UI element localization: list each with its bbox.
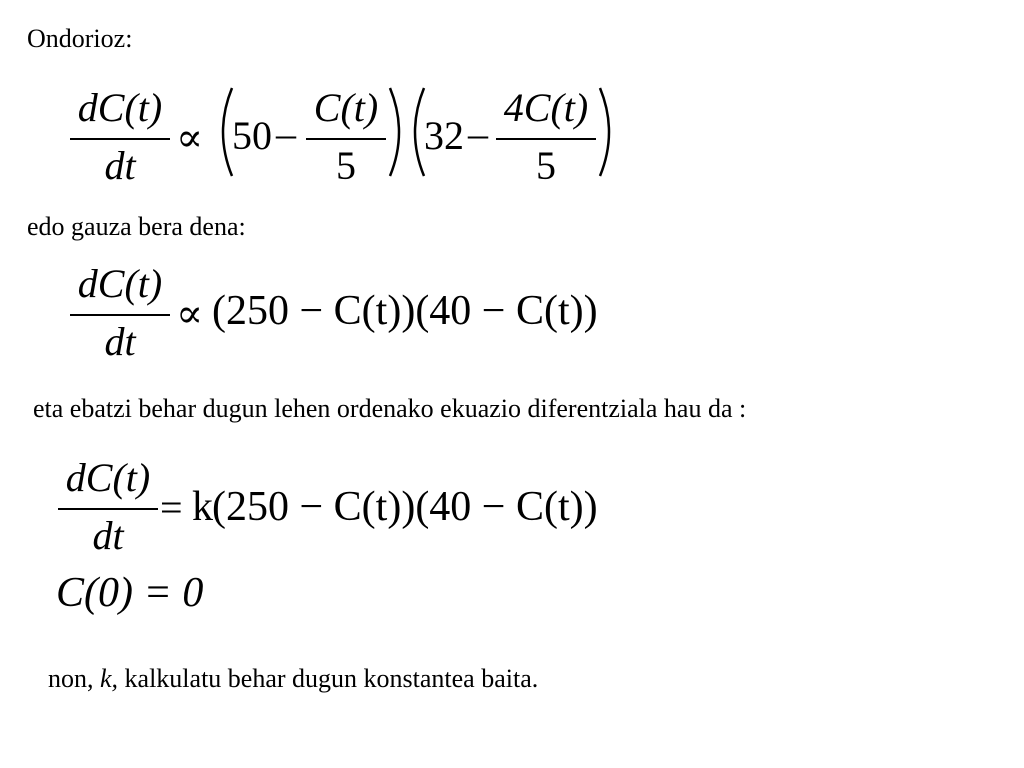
initial-condition-text: C(0) = 0 [56, 570, 204, 616]
eq1-lhs-numerator: dC(t) [77, 85, 163, 130]
eq1-right-paren-2 [596, 86, 620, 178]
eq1-const-50: 50 [232, 113, 272, 158]
eq1-const-32: 32 [424, 113, 464, 158]
equivalent-text: edo gauza bera dena: [27, 212, 246, 241]
eq1-fraction-2-numerator: 4C(t) [503, 85, 589, 130]
eq1-fraction-2-denominator: 5 [536, 143, 556, 188]
eq2-lhs-numerator: dC(t) [77, 261, 163, 306]
eq3-lhs-fraction [58, 455, 158, 558]
eq2-lhs-fraction [70, 261, 170, 364]
intro-text: Ondorioz: [27, 24, 133, 53]
conclusion-text [48, 664, 538, 694]
eq2-rhs: (250 − C(t))(40 − C(t)) [212, 288, 598, 334]
eq1-fraction-1-denominator: 5 [336, 143, 356, 188]
eq1-fraction-1-numerator: C(t) [313, 85, 379, 130]
eq2-proportional-symbol: ∝ [176, 291, 204, 336]
conclusion-prefix: non, [48, 664, 100, 693]
eq1-fraction-1 [306, 85, 386, 188]
eq3-rhs: (250 − C(t))(40 − C(t)) [212, 484, 598, 530]
eq1-lhs-fraction [70, 85, 170, 188]
eq1-minus-1: – [276, 111, 296, 156]
conclusion-suffix: kalkulatu behar dugun konstantea baita. [118, 664, 539, 693]
eq1-proportional-symbol: ∝ [176, 115, 204, 160]
eq1-minus-2: – [468, 111, 488, 156]
conclusion-k: k, [100, 664, 119, 693]
eq3-lhs-numerator: dC(t) [65, 455, 151, 500]
to-solve-text: eta ebatzi behar dugun lehen ordenako ekuazio diferentziala hau da : [33, 394, 747, 423]
eq2-lhs-denominator: dt [104, 319, 136, 364]
eq1-fraction-2 [496, 85, 596, 188]
eq1-lhs-denominator: dt [104, 143, 136, 188]
eq3-equals-symbol: = [160, 485, 183, 530]
eq3-lhs-denominator: dt [92, 513, 124, 558]
initial-condition [56, 572, 203, 614]
eq3-constant-k: k [192, 484, 213, 530]
